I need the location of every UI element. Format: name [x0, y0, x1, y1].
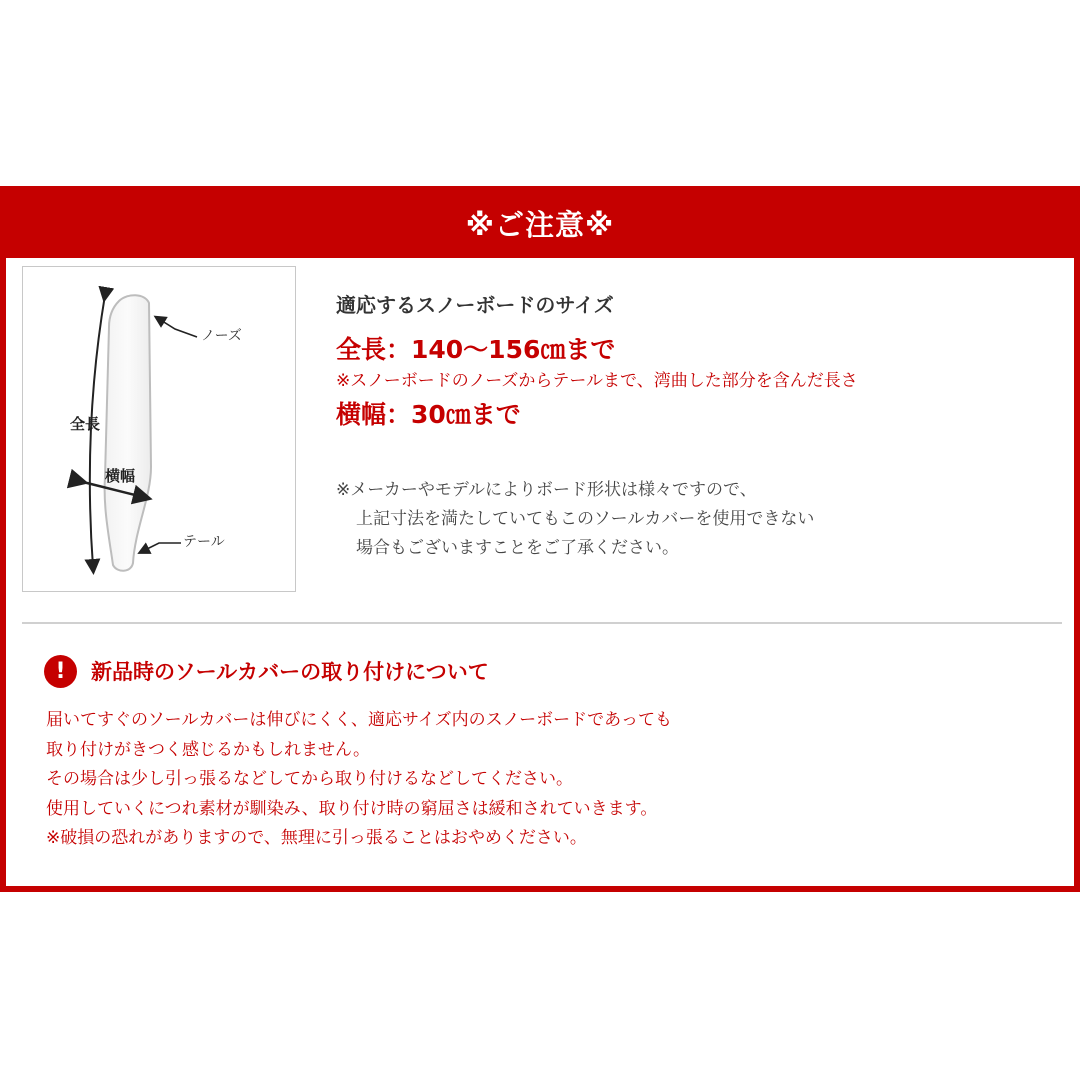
- snowboard-diagram: [22, 266, 296, 592]
- size-length: 全長：140〜156㎝まで: [336, 335, 616, 364]
- snowboard-illustration: [23, 267, 297, 593]
- new-product-title: 新品時のソールカバーの取り付けについて: [91, 660, 489, 684]
- body-line: 取り付けがきつく感じるかもしれません。: [46, 739, 371, 760]
- exclamation-icon: !: [44, 655, 77, 688]
- caution-line: 上記寸法を満たしていてもこのソールカバーを使用できない: [356, 509, 815, 529]
- caution-text: [336, 476, 1076, 563]
- tail-pointer: [143, 543, 181, 551]
- label-length: 全長: [70, 415, 101, 433]
- size-length-note: ※スノーボードのノーズからテールまで、湾曲した部分を含んだ長さ: [336, 371, 858, 391]
- size-width: 横幅：30㎝まで: [336, 400, 521, 429]
- body-line: 使用していくにつれ素材が馴染み、取り付け時の窮屈さは緩和されていきます。: [46, 798, 658, 819]
- new-product-heading: [44, 654, 489, 688]
- body-line: その場合は少し引っ張るなどしてから取り付けるなどしてください。: [46, 769, 573, 789]
- section-divider: [22, 622, 1062, 624]
- caution-line: ※メーカーやモデルによりボード形状は様々ですので、: [336, 480, 757, 500]
- body-line: 届いてすぐのソールカバーは伸びにくく、適応サイズ内のスノーボードであっても: [46, 710, 672, 730]
- notice-title: ※ご注意※: [6, 192, 1074, 258]
- label-nose: ノーズ: [201, 328, 242, 344]
- nose-pointer: [159, 319, 197, 337]
- label-width: 横幅: [105, 467, 136, 485]
- new-product-body: [46, 706, 1056, 854]
- body-line: ※破損の恐れがありますので、無理に引っ張ることはおやめください。: [46, 828, 587, 848]
- notice-box: [0, 186, 1080, 892]
- size-heading: 適応するスノーボードのサイズ: [336, 293, 614, 317]
- caution-line: 場合もございますことをご了承ください。: [356, 538, 679, 558]
- snowboard-shape: [105, 295, 151, 571]
- size-info: [336, 288, 1076, 563]
- label-tail: テール: [183, 534, 225, 550]
